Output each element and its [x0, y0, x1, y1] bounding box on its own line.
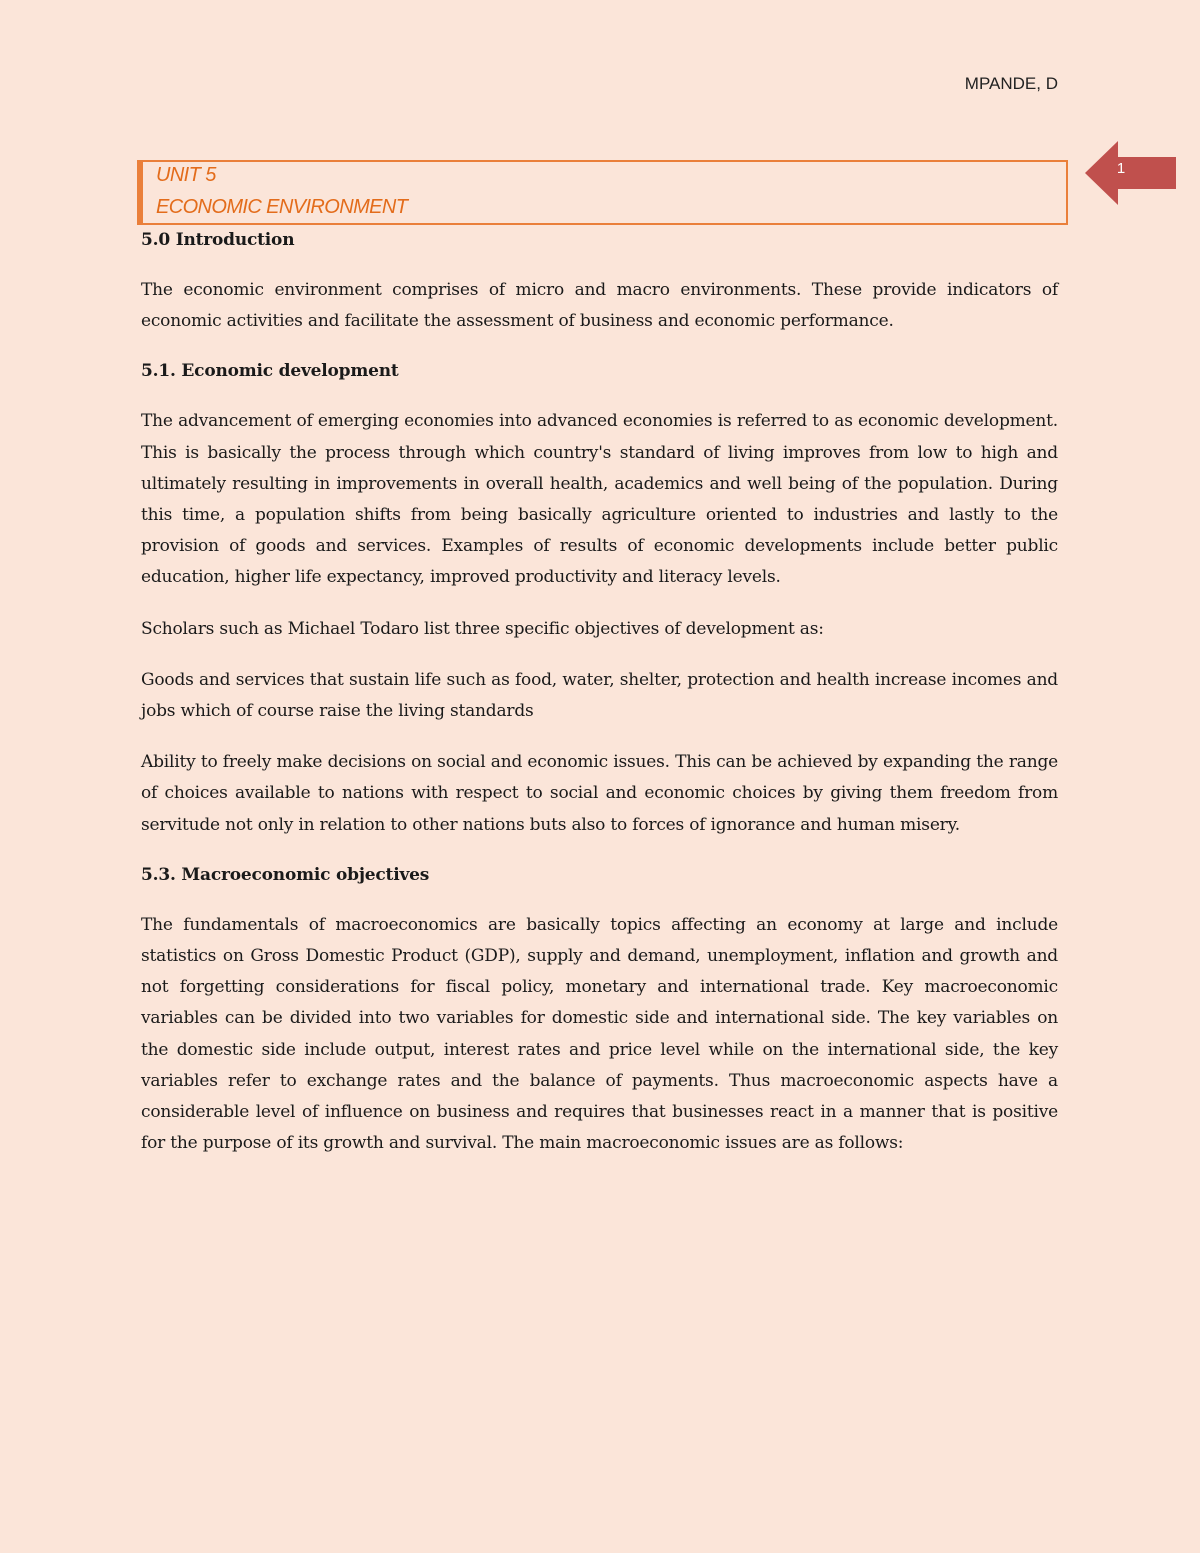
section-heading-economic-development: 5.1. Economic development [141, 361, 399, 382]
paragraph: The economic environment comprises of micro and macro environments. These provide indicators of economic activities and facilitate the assessment of business and economic performance. [141, 280, 1058, 332]
unit-number: UNIT 5 [156, 164, 216, 186]
paragraph: The advancement of emerging economies into advanced economies is referred to as economic development. This is basically the process through which country's standard of living improves from low to high and ultimately resulting in improvements in overall health, academics and well being of the population. During this time, a population shifts from being basically agriculture oriented to industries and lastly to the provision of goods and services. Examples of results of economic developments include better public education, higher life expectancy, improved productivity and literacy levels. [141, 411, 1058, 588]
document-body [141, 226, 1058, 1179]
page-number-badge [1085, 140, 1177, 206]
arrow-left-icon [1085, 140, 1177, 206]
section-heading-introduction: 5.0 Introduction [141, 230, 295, 250]
section-heading-macroeconomic-objectives: 5.3. Macroeconomic objectives [141, 864, 430, 885]
unit-title-box [137, 160, 1068, 225]
unit-title: ECONOMIC ENVIRONMENT [156, 196, 408, 218]
paragraph: Ability to freely make decisions on social and economic issues. This can be achieved by expanding the range of choices available to nations with respect to social and economic choices by giving them freedom from servitude not only in relation to other nations buts also to forces of ignorance and human misery. [141, 752, 1058, 835]
paragraph: Scholars such as Michael Todaro list three specific objectives of development as: [141, 618, 824, 639]
paragraph: Goods and services that sustain life such as food, water, shelter, protection and health increase incomes and jobs which of course raise the living standards [141, 669, 1058, 722]
page-number: 1 [1116, 160, 1126, 177]
header-author: MPANDE, D [964, 74, 1058, 93]
paragraph: The fundamentals of macroeconomics are basically topics affecting an economy at large and include statistics on Gross Domestic Product (GDP), supply and demand, unemployment, inflation and growth and not forgetting considerations for fiscal policy, monetary and international trade. Key macroeconomic variables can be divided into two variables for domestic side and international side. The key variables on the domestic side include output, interest rates and price level while on the international side, the key variables refer to exchange rates and the balance of payments. Thus macroeconomic aspects have a considerable level of influence on business and requires that businesses react in a manner that is positive for the purpose of its growth and survival. The main macroeconomic issues are as follows: [141, 914, 1058, 1154]
